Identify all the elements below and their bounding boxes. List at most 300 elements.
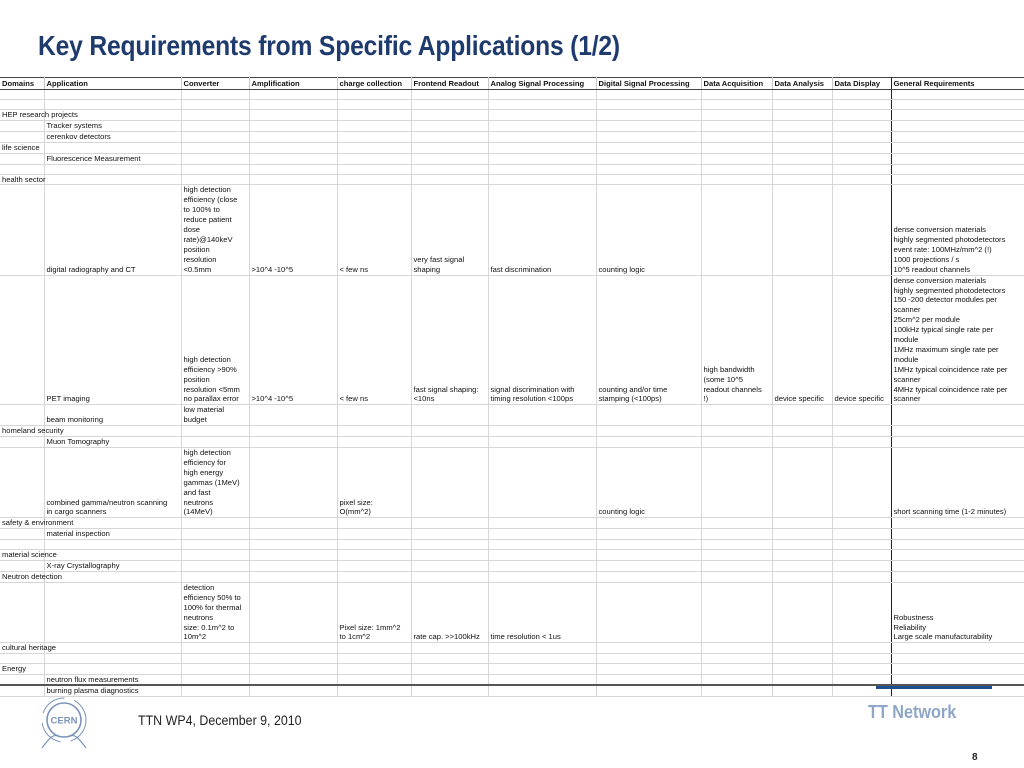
table-row <box>0 164 1024 174</box>
table-cell <box>832 448 891 518</box>
table-cell <box>411 120 488 131</box>
table-cell <box>488 686 596 697</box>
table-cell: fast discrimination <box>488 185 596 275</box>
header-data-analysis: Data Analysis <box>772 78 832 90</box>
table-cell <box>832 437 891 448</box>
header-analog-signal-processing: Analog Signal Processing <box>488 78 596 90</box>
table-cell <box>701 529 772 540</box>
table-cell <box>832 643 891 654</box>
table-cell <box>701 153 772 164</box>
table-cell <box>832 582 891 642</box>
table-cell <box>488 164 596 174</box>
requirements-table <box>0 77 1024 697</box>
table-cell <box>488 540 596 550</box>
table-cell <box>249 664 337 675</box>
table-cell <box>44 643 181 654</box>
table-cell <box>181 164 249 174</box>
table-cell <box>181 174 249 185</box>
table-cell <box>832 153 891 164</box>
table-cell <box>0 275 44 405</box>
header-data-acquisition: Data Acquisition <box>701 78 772 90</box>
cern-logo-icon <box>38 693 90 749</box>
table-cell <box>772 142 832 153</box>
table-cell <box>701 120 772 131</box>
table-cell <box>337 571 411 582</box>
table-cell <box>772 120 832 131</box>
table-row <box>0 437 1024 448</box>
table-cell <box>772 654 832 664</box>
table-row <box>0 426 1024 437</box>
table-cell <box>488 518 596 529</box>
table-cell <box>337 110 411 121</box>
table-cell <box>832 654 891 664</box>
table-cell <box>832 185 891 275</box>
table-cell <box>891 153 1024 164</box>
header-amplification: Amplification <box>249 78 337 90</box>
table-cell <box>488 142 596 153</box>
table-cell <box>832 90 891 100</box>
table-cell <box>181 426 249 437</box>
table-cell <box>337 518 411 529</box>
table-cell <box>488 571 596 582</box>
table-cell <box>411 174 488 185</box>
table-cell <box>832 550 891 561</box>
table-cell: counting logic <box>596 448 701 518</box>
table-cell: Neutron detection <box>2 571 62 581</box>
table-cell <box>596 174 701 185</box>
table-cell <box>701 582 772 642</box>
table-cell <box>488 120 596 131</box>
table-cell <box>181 550 249 561</box>
table-cell: high detection efficiency (close to 100% to reduce patient dose rate)@140keV position resolution <0.5mm <box>181 185 249 275</box>
table-cell: time resolution < 1us <box>488 582 596 642</box>
table-cell <box>832 174 891 185</box>
table-cell <box>701 664 772 675</box>
table-row <box>0 448 1024 518</box>
table-cell <box>701 686 772 697</box>
table-cell <box>0 164 44 174</box>
network-label: TT Network <box>868 702 957 722</box>
table-cell <box>891 561 1024 572</box>
table-cell <box>181 540 249 550</box>
table-cell <box>596 110 701 121</box>
table-cell <box>488 437 596 448</box>
table-cell <box>891 529 1024 540</box>
table-row <box>0 405 1024 426</box>
header-frontend-readout: Frontend Readout <box>411 78 488 90</box>
table-cell <box>411 405 488 426</box>
table-cell <box>891 518 1024 529</box>
table-cell <box>44 426 181 437</box>
table-cell <box>772 174 832 185</box>
table-cell: short scanning time (1-2 minutes) <box>891 448 1024 518</box>
table-cell <box>181 529 249 540</box>
table-cell <box>701 174 772 185</box>
table-cell <box>0 654 44 664</box>
table-cell <box>337 686 411 697</box>
header-charge-collection: charge collection <box>337 78 411 90</box>
table-cell: very fast signal shaping <box>411 185 488 275</box>
table-cell <box>181 142 249 153</box>
table-row <box>0 561 1024 572</box>
table-cell <box>596 164 701 174</box>
table-cell <box>596 550 701 561</box>
table-cell <box>701 426 772 437</box>
table-cell: >10^4 -10^5 <box>249 275 337 405</box>
table-cell: dense conversion materials highly segmented photodetectors 150 -200 detector modules per scanner 25cm^2 per module 100kHz typical single rate per module 1MHz maximum single rate per module 1MHz typical coincidence rate per scanner 4MHz typical coincidence rate per scanner <box>891 275 1024 405</box>
table-cell <box>0 185 44 275</box>
table-cell <box>411 90 488 100</box>
table-cell <box>249 142 337 153</box>
table-cell <box>411 654 488 664</box>
header-digital-signal-processing: Digital Signal Processing <box>596 78 701 90</box>
table-cell <box>337 561 411 572</box>
table-cell <box>891 654 1024 664</box>
table-cell: HEP research projects <box>2 110 78 119</box>
table-cell: health sector <box>2 174 46 184</box>
table-cell <box>181 153 249 164</box>
table-cell <box>44 654 181 664</box>
table-cell <box>832 529 891 540</box>
table-cell: fast signal shaping: <10ns <box>411 275 488 405</box>
table-cell <box>891 550 1024 561</box>
table-cell <box>701 405 772 426</box>
table-cell <box>701 142 772 153</box>
table-cell <box>891 120 1024 131</box>
table-cell <box>488 131 596 142</box>
table-cell <box>337 164 411 174</box>
table-cell <box>488 529 596 540</box>
table-cell: cerenkov detectors <box>44 131 181 142</box>
table-cell <box>337 654 411 664</box>
table-cell: < few ns <box>337 275 411 405</box>
table-cell <box>488 174 596 185</box>
header-general-requirements: General Requirements <box>891 78 1024 90</box>
table-cell <box>832 142 891 153</box>
table-cell <box>832 518 891 529</box>
table-cell <box>832 405 891 426</box>
table-cell <box>772 426 832 437</box>
table-cell: homeland security <box>2 426 64 436</box>
table-cell <box>832 426 891 437</box>
table-cell <box>181 90 249 100</box>
table-cell <box>249 405 337 426</box>
table-cell <box>891 664 1024 675</box>
table-row <box>0 120 1024 131</box>
table-cell <box>249 540 337 550</box>
table-cell <box>701 131 772 142</box>
table-cell <box>701 571 772 582</box>
table-cell <box>891 426 1024 437</box>
table-cell <box>772 153 832 164</box>
table-cell <box>0 529 44 540</box>
table-cell: Pixel size: 1mm^2 to 1cm^2 <box>337 582 411 642</box>
table-cell <box>701 561 772 572</box>
table-cell <box>596 561 701 572</box>
table-cell <box>411 448 488 518</box>
table-cell <box>44 164 181 174</box>
header-converter: Converter <box>181 78 249 90</box>
table-cell <box>832 561 891 572</box>
table-cell <box>596 405 701 426</box>
table-cell <box>891 540 1024 550</box>
page-number: 8 <box>972 752 978 763</box>
table-cell <box>249 90 337 100</box>
table-cell <box>891 100 1024 110</box>
table-cell <box>181 437 249 448</box>
table-cell <box>772 686 832 697</box>
table-row <box>0 185 1024 275</box>
table-cell <box>337 540 411 550</box>
table-row <box>0 100 1024 110</box>
table-row <box>0 550 1024 561</box>
table-cell <box>891 643 1024 654</box>
table-row <box>0 142 1024 153</box>
table-cell <box>772 131 832 142</box>
table-cell <box>411 142 488 153</box>
table-cell <box>891 437 1024 448</box>
table-cell <box>411 686 488 697</box>
table-cell <box>891 90 1024 100</box>
table-row <box>0 131 1024 142</box>
table-cell <box>44 664 181 675</box>
table-cell <box>772 529 832 540</box>
table-cell <box>181 110 249 121</box>
table-cell: safety & environment <box>2 518 74 528</box>
table-cell <box>181 664 249 675</box>
table-cell <box>249 643 337 654</box>
table-cell <box>181 686 249 697</box>
table-cell <box>44 550 181 561</box>
table-cell <box>772 550 832 561</box>
table-cell <box>337 131 411 142</box>
table-cell <box>488 664 596 675</box>
table-row <box>0 654 1024 664</box>
table-cell <box>772 405 832 426</box>
table-cell <box>249 174 337 185</box>
table-cell <box>488 654 596 664</box>
table-cell <box>411 437 488 448</box>
table-cell <box>701 90 772 100</box>
table-cell <box>488 550 596 561</box>
table-cell <box>772 571 832 582</box>
table-row <box>0 90 1024 100</box>
table-cell <box>891 110 1024 121</box>
table-cell <box>181 100 249 110</box>
table-cell <box>0 405 44 426</box>
table-cell <box>0 582 44 642</box>
table-cell <box>832 664 891 675</box>
table-cell <box>411 164 488 174</box>
table-cell <box>249 153 337 164</box>
table-cell <box>596 582 701 642</box>
table-cell <box>488 448 596 518</box>
table-cell <box>44 142 181 153</box>
table-cell <box>181 131 249 142</box>
table-cell: material science <box>2 550 57 560</box>
table-cell <box>488 561 596 572</box>
table-cell <box>596 654 701 664</box>
table-cell <box>832 571 891 582</box>
table-row <box>0 540 1024 550</box>
table-cell: beam monitoring <box>44 405 181 426</box>
table-row <box>0 664 1024 675</box>
table-cell: Muon Tomography <box>44 437 181 448</box>
table-cell <box>772 100 832 110</box>
table-cell <box>411 643 488 654</box>
table-cell <box>596 153 701 164</box>
table-cell <box>411 550 488 561</box>
table-cell <box>772 185 832 275</box>
table-cell <box>411 518 488 529</box>
table-cell <box>891 131 1024 142</box>
table-cell <box>701 437 772 448</box>
table-cell: Tracker systems <box>44 120 181 131</box>
table-cell <box>596 518 701 529</box>
table-cell <box>411 426 488 437</box>
table-row <box>0 110 1024 121</box>
table-cell <box>832 131 891 142</box>
table-cell <box>772 448 832 518</box>
table-cell: high detection efficiency >90% position resolution <5mm no parallax error <box>181 275 249 405</box>
table-cell <box>488 405 596 426</box>
table-cell <box>337 153 411 164</box>
table-cell <box>772 90 832 100</box>
table-cell <box>249 518 337 529</box>
table-cell <box>337 426 411 437</box>
table-cell <box>181 571 249 582</box>
table-row <box>0 582 1024 642</box>
table-cell <box>0 90 44 100</box>
table-cell <box>181 643 249 654</box>
table-cell: low material budget <box>181 405 249 426</box>
table-cell <box>0 448 44 518</box>
table-cell: PET imaging <box>44 275 181 405</box>
table-cell <box>411 529 488 540</box>
table-cell <box>596 540 701 550</box>
header-domains: Domains <box>0 78 44 90</box>
table-cell <box>596 571 701 582</box>
header-application: Application <box>44 78 181 90</box>
table-cell <box>0 100 44 110</box>
table-cell: Robustness Reliability Large scale manufacturability <box>891 582 1024 642</box>
table-cell <box>337 90 411 100</box>
table-cell <box>249 426 337 437</box>
table-cell: device specific <box>832 275 891 405</box>
table-cell: high bandwidth (some 10^5 readout channels !) <box>701 275 772 405</box>
table-cell <box>891 405 1024 426</box>
table-cell <box>596 100 701 110</box>
table-cell: signal discrimination with timing resolution <100ps <box>488 275 596 405</box>
table-cell <box>772 561 832 572</box>
table-cell <box>181 120 249 131</box>
table-cell <box>596 426 701 437</box>
table-cell <box>44 174 181 185</box>
table-cell <box>411 110 488 121</box>
table-cell <box>181 561 249 572</box>
table-row <box>0 174 1024 185</box>
table-cell <box>832 110 891 121</box>
table-cell: life science <box>0 142 44 153</box>
table-cell <box>411 153 488 164</box>
table-cell <box>249 582 337 642</box>
table-cell <box>44 90 181 100</box>
table-cell <box>701 185 772 275</box>
table-cell: counting logic <box>596 185 701 275</box>
table-cell <box>44 100 181 110</box>
table-cell <box>488 90 596 100</box>
table-cell <box>337 120 411 131</box>
table-cell <box>411 561 488 572</box>
table-row <box>0 529 1024 540</box>
table-cell: Energy <box>0 664 44 675</box>
table-cell <box>249 654 337 664</box>
table-cell <box>249 571 337 582</box>
table-cell <box>772 518 832 529</box>
table-cell <box>596 90 701 100</box>
table-cell <box>701 110 772 121</box>
table-cell <box>701 550 772 561</box>
table-cell <box>0 540 44 550</box>
footer-text: TTN WP4, December 9, 2010 <box>138 713 302 728</box>
table-cell <box>596 643 701 654</box>
table-cell <box>701 540 772 550</box>
table-row <box>0 275 1024 405</box>
table-cell <box>44 571 181 582</box>
table-cell <box>772 643 832 654</box>
table-cell: counting and/or time stamping (<100ps) <box>596 275 701 405</box>
table-cell <box>337 100 411 110</box>
table-cell <box>249 100 337 110</box>
table-cell <box>832 164 891 174</box>
table-row <box>0 686 1024 697</box>
table-cell <box>411 540 488 550</box>
table-cell <box>891 571 1024 582</box>
table-cell <box>337 437 411 448</box>
table-cell: X-ray Crystallography <box>44 561 181 572</box>
table-cell <box>0 437 44 448</box>
table-cell: pixel size: O(mm^2) <box>337 448 411 518</box>
bottom-divider <box>0 684 1024 686</box>
table-cell <box>0 120 44 131</box>
table-cell <box>832 120 891 131</box>
table-cell: neutron flux measurements <box>44 675 181 686</box>
table-row <box>0 518 1024 529</box>
table-cell <box>249 529 337 540</box>
table-cell <box>891 142 1024 153</box>
table-cell <box>832 540 891 550</box>
table-cell <box>249 110 337 121</box>
table-cell <box>337 664 411 675</box>
table-cell <box>337 174 411 185</box>
table-cell <box>772 164 832 174</box>
table-cell <box>701 643 772 654</box>
table-cell <box>772 110 832 121</box>
table-cell: >10^4 -10^5 <box>249 185 337 275</box>
table-cell <box>411 571 488 582</box>
table-cell: rate cap. >>100kHz <box>411 582 488 642</box>
table-cell <box>596 120 701 131</box>
table-row <box>0 571 1024 582</box>
table-cell <box>701 100 772 110</box>
table-cell <box>596 437 701 448</box>
table-cell <box>488 153 596 164</box>
table-cell <box>249 448 337 518</box>
table-cell <box>411 100 488 110</box>
table-cell <box>0 561 44 572</box>
table-cell <box>488 100 596 110</box>
table-cell <box>337 405 411 426</box>
